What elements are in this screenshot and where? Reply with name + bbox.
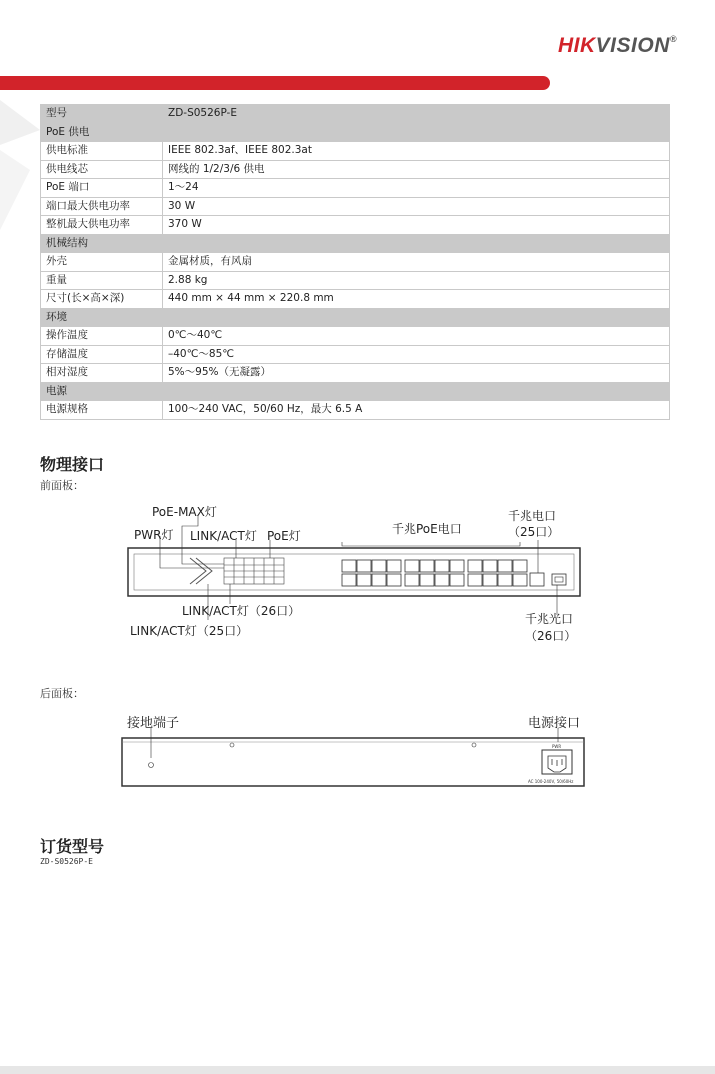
link-act-25-label: LINK/ACT灯（25口） xyxy=(130,624,249,638)
gigabit-poe-ports-label: 千兆PoE电口 xyxy=(392,522,462,536)
poe-led-label: PoE灯 xyxy=(267,529,301,543)
rear-chassis xyxy=(122,738,584,786)
spec-value: 0℃～40℃ xyxy=(163,327,670,346)
rear-panel-label: 后面板： xyxy=(40,687,84,700)
spec-row xyxy=(41,364,670,383)
gigabit-fiber-port-label: （26口） xyxy=(525,629,577,643)
spec-value: 440 mm × 44 mm × 220.8 mm xyxy=(163,290,670,309)
spec-key: 操作温度 xyxy=(41,327,163,346)
gigabit-fiber-label: 千兆光口 xyxy=(525,612,574,626)
spec-key: 电源规格 xyxy=(41,401,163,420)
spec-row xyxy=(41,253,670,272)
spec-section-title: PoE 供电 xyxy=(41,123,670,142)
spec-key: 供电线芯 xyxy=(41,160,163,179)
header-red-bar xyxy=(0,76,550,90)
spec-key: 外壳 xyxy=(41,253,163,272)
spec-row xyxy=(41,345,670,364)
spec-key: 重量 xyxy=(41,271,163,290)
spec-key: 相对湿度 xyxy=(41,364,163,383)
spec-model-row xyxy=(41,105,670,124)
spec-value: 金属材质，有风扇 xyxy=(163,253,670,272)
spec-section-row xyxy=(41,234,670,253)
spec-section-row xyxy=(41,308,670,327)
hikvision-logo: HIKVISION® xyxy=(558,34,677,57)
poe-max-led-label: PoE-MAX灯 xyxy=(152,505,217,519)
spec-key: PoE 端口 xyxy=(41,179,163,198)
spec-row xyxy=(41,401,670,420)
spec-value: 5%～95%（无凝露） xyxy=(163,364,670,383)
spec-row xyxy=(41,179,670,198)
spec-section-title: 机械结构 xyxy=(41,234,670,253)
rear-panel-diagram xyxy=(118,728,588,790)
power-inlet-label: 电源接口 xyxy=(528,716,581,731)
spec-value: ZD-S0526P-E xyxy=(163,105,670,124)
gigabit-copper-label: 千兆电口 xyxy=(508,509,557,523)
spec-row xyxy=(41,216,670,235)
copper-port-25 xyxy=(530,573,544,586)
front-panel-label: 前面板： xyxy=(40,479,84,492)
pwr-led-label: PWR灯 xyxy=(134,528,174,542)
physical-interfaces-heading: 物理接口 xyxy=(40,455,105,474)
spec-value: 30 W xyxy=(163,197,670,216)
link-act-led-label: LINK/ACT灯 xyxy=(190,529,257,543)
spec-section-title: 电源 xyxy=(41,382,670,401)
spec-row xyxy=(41,327,670,346)
order-model-heading: 订货型号 xyxy=(40,837,105,856)
spec-section-row xyxy=(41,382,670,401)
spec-row xyxy=(41,160,670,179)
spec-section-title: 环境 xyxy=(41,308,670,327)
spec-row xyxy=(41,271,670,290)
spec-row xyxy=(41,197,670,216)
spec-row xyxy=(41,142,670,161)
spec-value: 1～24 xyxy=(163,179,670,198)
spec-value: 网线的 1/2/3/6 供电 xyxy=(163,160,670,179)
ac-rating-text: AC 100-240V, 50/60Hz xyxy=(528,779,574,784)
link-act-26-label: LINK/ACT灯（26口） xyxy=(182,604,301,618)
spec-table xyxy=(40,104,670,420)
spec-key: 端口最大供电功率 xyxy=(41,197,163,216)
spec-key: 供电标准 xyxy=(41,142,163,161)
footer-bar xyxy=(0,1066,715,1074)
spec-value: 100～240 VAC，50/60 Hz，最大 6.5 A xyxy=(163,401,670,420)
spec-key: 整机最大供电功率 xyxy=(41,216,163,235)
spec-key: 存储温度 xyxy=(41,345,163,364)
spec-key: 型号 xyxy=(41,105,163,124)
gigabit-copper-port-label: （25口） xyxy=(508,525,560,539)
spec-value: 2.88 kg xyxy=(163,271,670,290)
spec-value: –40℃～85℃ xyxy=(163,345,670,364)
spec-value: 370 W xyxy=(163,216,670,235)
ground-terminal-label: 接地端子 xyxy=(127,716,180,731)
spec-key: 尺寸(长×高×深) xyxy=(41,290,163,309)
spec-section-row xyxy=(41,123,670,142)
spec-value: IEEE 802.3af、IEEE 802.3at xyxy=(163,142,670,161)
pwr-mark: PWR xyxy=(552,744,562,749)
spec-row xyxy=(41,290,670,309)
order-model-value: ZD-S0526P-E xyxy=(40,857,93,866)
sfp-port-26 xyxy=(552,574,566,585)
